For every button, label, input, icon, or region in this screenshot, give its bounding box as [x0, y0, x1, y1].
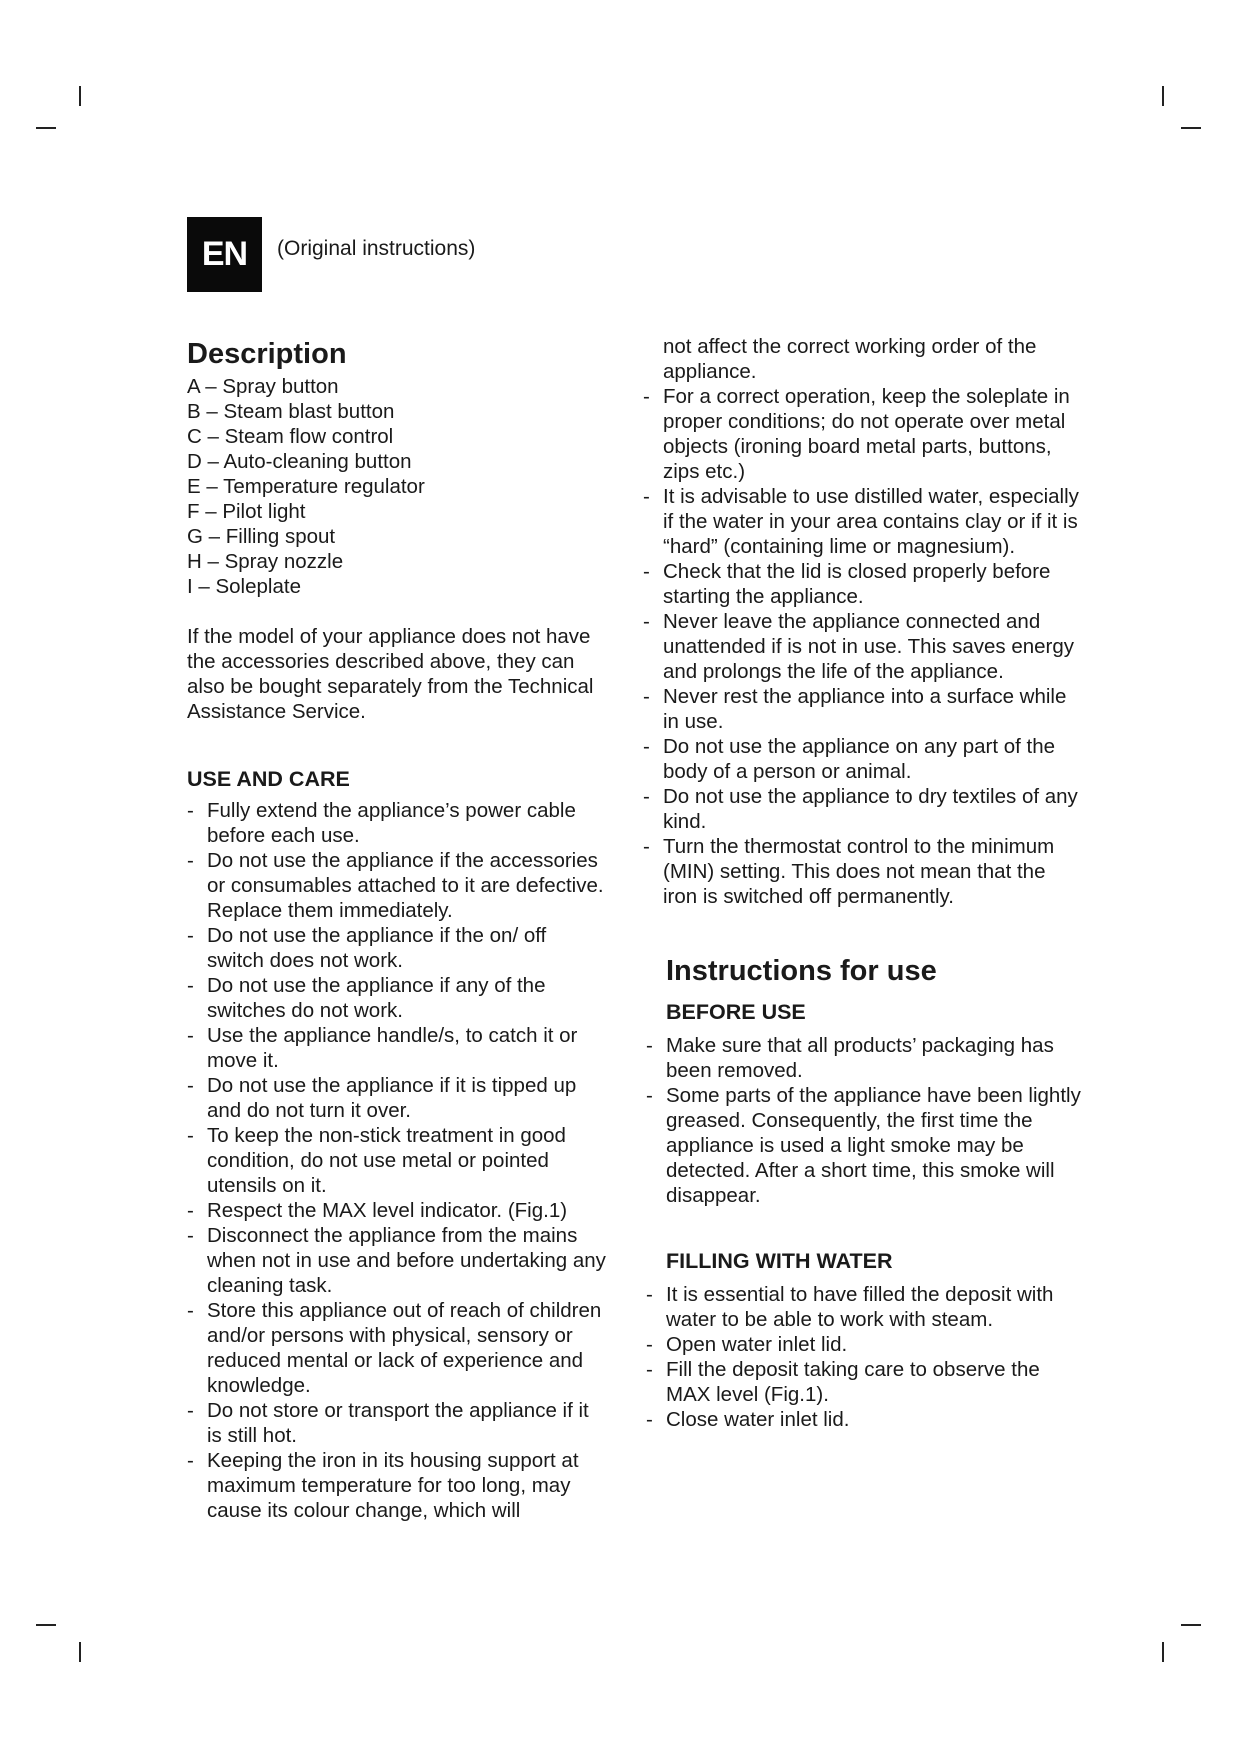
right-column [643, 334, 1083, 1432]
list-dash: - [187, 1074, 194, 1097]
original-instructions-note: (Original instructions) [277, 237, 476, 260]
list-item: H – Spray nozzle [187, 550, 344, 573]
list-dash: - [187, 1124, 194, 1147]
list-dash: - [646, 1408, 653, 1431]
list-dash: - [187, 1199, 194, 1222]
before-use-title: BEFORE USE [666, 1000, 806, 1024]
list-item: - Check that the lid is closed properly before starting the appliance. [643, 560, 1051, 608]
list-dash: - [187, 799, 194, 822]
list-dash: - [646, 1283, 653, 1306]
list-item: G – Filling spout [187, 525, 336, 548]
crop-mark [1162, 86, 1164, 106]
parts-list [187, 374, 607, 599]
language-badge: EN [187, 217, 262, 292]
list-item: - Keeping the iron in its housing support at maximum temperature for too long, may cause its colour change, which will [187, 1449, 579, 1522]
list-item: - Never rest the appliance into a surface while in use. [643, 685, 1067, 733]
list-item: - To keep the non-stick treatment in good condition, do not use metal or pointed utensils on it. [187, 1124, 566, 1197]
list-item: E – Temperature regulator [187, 475, 425, 498]
list-dash: - [646, 1084, 653, 1107]
left-column [187, 334, 607, 1523]
use-and-care-title: USE AND CARE [187, 767, 350, 791]
list-dash: - [643, 610, 650, 633]
list-item: - For a correct operation, keep the soleplate in proper conditions; do not operate over metal objects (ironing board metal parts, buttons, zips etc.) [643, 385, 1070, 483]
list-dash: - [643, 835, 650, 858]
list-dash: - [643, 685, 650, 708]
list-item: - It is advisable to use distilled water, especially if the water in your area contains clay or if it is “hard” (containing lime or magnesium). [643, 485, 1079, 558]
list-dash: - [643, 385, 650, 408]
list-item: D – Auto-cleaning button [187, 450, 412, 473]
list-item: - Fill the deposit taking care to observe the MAX level (Fig.1). [646, 1358, 1040, 1406]
list-item: - Make sure that all products’ packaging has been removed. [646, 1034, 1054, 1082]
list-item: - Respect the MAX level indicator. (Fig.1) [187, 1199, 568, 1222]
list-item: F – Pilot light [187, 500, 306, 523]
list-item: - Disconnect the appliance from the mains when not in use and before undertaking any cleaning task. [187, 1224, 606, 1297]
crop-mark [1181, 127, 1201, 129]
list-item: - Some parts of the appliance have been lightly greased. Consequently, the first time the appliance is used a light smoke may be detected. After a short time, this smoke will disappear. [646, 1084, 1081, 1207]
filling-list [646, 1282, 1083, 1432]
continued-text: not affect the correct working order of the appliance. [663, 335, 1037, 383]
list-item: - Do not use the appliance if any of the switches do not work. [187, 974, 546, 1022]
list-item: - Close water inlet lid. [646, 1408, 850, 1431]
list-item: - It is essential to have filled the deposit with water to be able to work with steam. [646, 1283, 1054, 1331]
list-dash: - [187, 974, 194, 997]
list-item: I – Soleplate [187, 575, 301, 598]
list-dash: - [646, 1358, 653, 1381]
list-dash: - [187, 849, 194, 872]
list-dash: - [187, 1024, 194, 1047]
list-item: - Turn the thermostat control to the minimum (MIN) setting. This does not mean that the iron is switched off permanently. [643, 835, 1055, 908]
before-use-list [646, 1033, 1083, 1208]
list-item: - Do not use the appliance if the accessories or consumables attached to it are defective. Replace them immediately. [187, 849, 604, 922]
use-and-care-list-right [643, 384, 1083, 909]
list-item: - Do not store or transport the appliance if it is still hot. [187, 1399, 589, 1447]
list-item: - Store this appliance out of reach of children and/or persons with physical, sensory or reduced mental or lack of experience and knowledge. [187, 1299, 602, 1397]
list-dash: - [187, 1449, 194, 1472]
accessories-note: If the model of your appliance does not have the accessories described above, they can also be bought separately from the Technical Assistance Service. [187, 625, 594, 723]
description-title: Description [187, 338, 347, 370]
list-dash: - [187, 1399, 194, 1422]
list-dash: - [643, 560, 650, 583]
list-dash: - [643, 785, 650, 808]
list-item: - Do not use the appliance on any part of the body of a person or animal. [643, 735, 1056, 783]
use-and-care-list-left [187, 798, 607, 1523]
crop-mark [79, 1642, 81, 1662]
list-item: B – Steam blast button [187, 400, 395, 423]
list-dash: - [643, 485, 650, 508]
list-item: - Do not use the appliance if the on/ off switch does not work. [187, 924, 547, 972]
list-item: - Fully extend the appliance’s power cable before each use. [187, 799, 576, 847]
crop-mark [36, 127, 56, 129]
filling-with-water-title: FILLING WITH WATER [666, 1249, 893, 1273]
list-dash: - [646, 1034, 653, 1057]
list-dash: - [646, 1333, 653, 1356]
list-item: - Do not use the appliance if it is tipped up and do not turn it over. [187, 1074, 577, 1122]
list-dash: - [187, 924, 194, 947]
list-dash: - [187, 1224, 194, 1247]
list-item: C – Steam flow control [187, 425, 394, 448]
list-item: - Do not use the appliance to dry textiles of any kind. [643, 785, 1078, 833]
list-item: - Use the appliance handle/s, to catch it or move it. [187, 1024, 578, 1072]
crop-mark [1181, 1624, 1201, 1626]
list-item: - Never leave the appliance connected and unattended if is not in use. This saves energy and prolongs the life of the appliance. [643, 610, 1075, 683]
crop-mark [79, 86, 81, 106]
list-item: A – Spray button [187, 375, 339, 398]
list-item: - Open water inlet lid. [646, 1333, 848, 1356]
list-dash: - [643, 735, 650, 758]
instructions-title: Instructions for use [666, 955, 937, 987]
list-dash: - [187, 1299, 194, 1322]
crop-mark [36, 1624, 56, 1626]
crop-mark [1162, 1642, 1164, 1662]
